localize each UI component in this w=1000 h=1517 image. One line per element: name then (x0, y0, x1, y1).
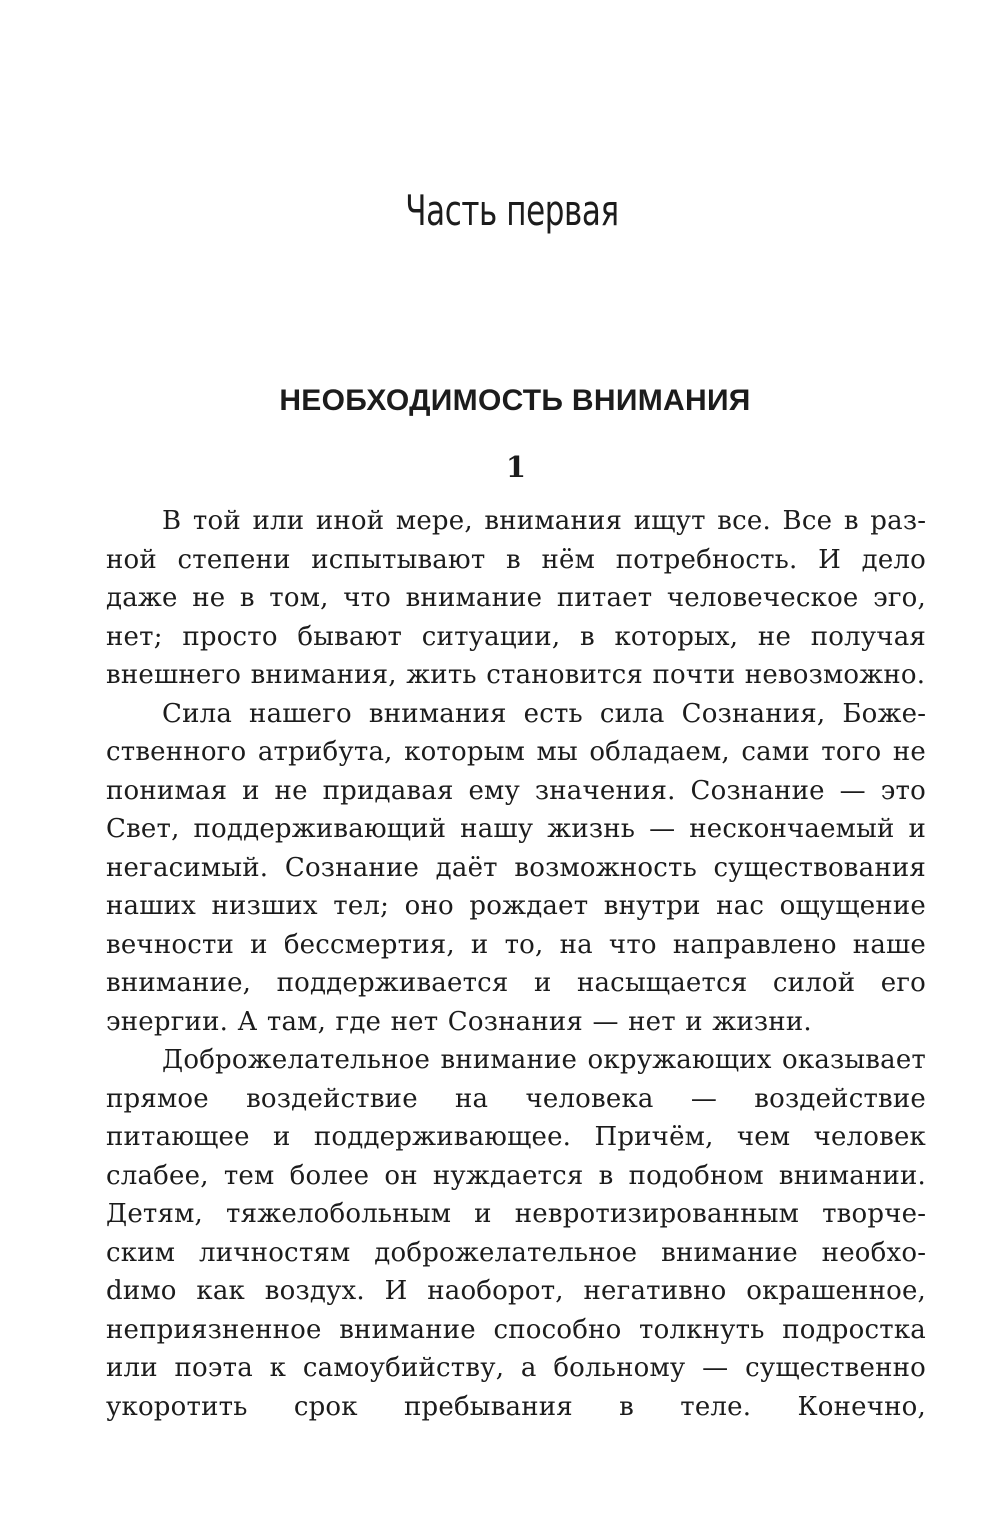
body-text (106, 502, 926, 1426)
paragraph: Доброжелательное внимание окружающих оказывает прямое воздействие на человека — воздействие питающее и поддерживающее. Причём, чем человек слабее, тем более он нуждается в подобном внимании. Детям, тяжелобольным и невротизированным творческим личностям доброжелательное внимание необхоdимо как воздух. И наоборот, негативно окрашенное, неприязненное внимание способно толкнуть подростка или поэта к самоубийству, а больному — существенно укоротить срок пребывания в теле. Конечно, (106, 1045, 926, 1422)
paragraph: Сила нашего внимания есть сила Сознания, Божественного атрибута, которым мы обладаем, сами того не понимая и не придавая ему значения. Сознание — это Свет, поддерживающий нашу жизнь — нескончаемый и негасимый. Сознание даёт возможность существования наших низших тел; оно рождает внутри нас ощущение вечности и бессмертия, и то, на что направлено наше внимание, поддерживается и насыщается силой его энергии. А там, где нет Сознания — нет и жизни. (106, 698, 926, 1037)
section-number: 1 (505, 450, 527, 484)
part-title: Часть первая (405, 186, 619, 235)
paragraph: В той или иной мере, внимания ищут все. Все в разной степени испытывают в нём потребность. И дело даже не в том, что внимание питает человеческое эго, нет; просто бывают ситуации, в которых, не получая внешнего внимания, жить становится почти невозможно. (106, 506, 926, 690)
chapter-title: НЕОБХОДИМОСТЬ ВНИМАНИЯ (279, 384, 751, 417)
